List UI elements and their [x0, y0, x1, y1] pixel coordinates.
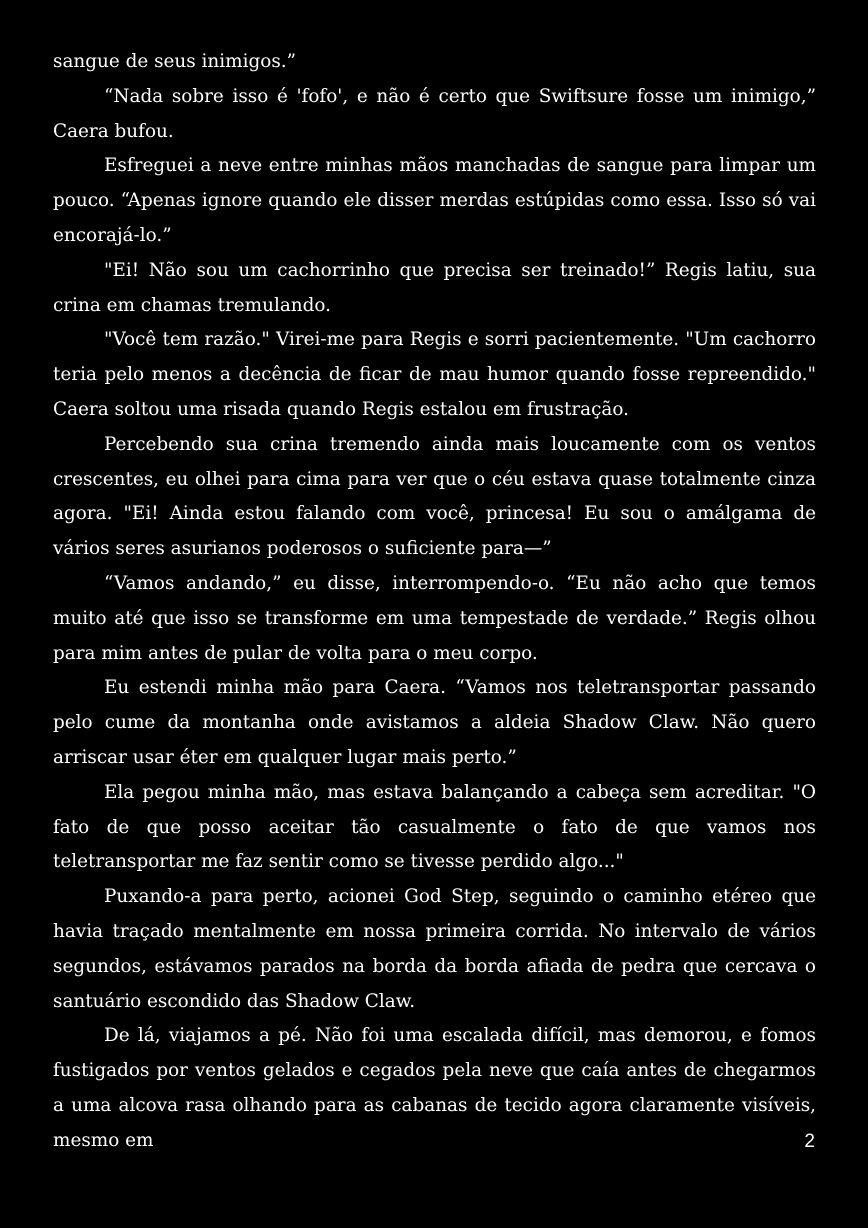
paragraph-5: "Você tem razão." Virei-me para Regis e sorri pacientemente. "Um cachorro teria pelo menos a decência de ficar de mau humor quando fosse repreendido." Caera soltou uma risada quando Regis estalou em frustração. [53, 329, 816, 420]
paragraph-8: Eu estendi minha mão para Caera. “Vamos nos teletransportar passando pelo cume da montanha onde avistamos a aldeia Shadow Claw. Não quero arriscar usar éter em qualquer lugar mais perto.” [53, 677, 816, 768]
paragraph-2: “Nada sobre isso é 'fofo', e não é certo que Swiftsure fosse um inimigo,” Caera bufou. [53, 85, 816, 142]
paragraph-3: Esfreguei a neve entre minhas mãos manchadas de sangue para limpar um pouco. “Apenas ignore quando ele disser merdas estúpidas como essa. Isso só vai encorajá-lo.” [53, 155, 816, 246]
paragraph-6: Percebendo sua crina tremendo ainda mais loucamente com os ventos crescentes, eu olhei para cima para ver que o céu estava quase totalmente cinza agora. "Ei! Ainda estou falando com você, princesa! Eu sou o amálgama de vários seres asurianos poderosos o suficiente para—” [53, 433, 816, 560]
paragraph-9: Ela pegou minha mão, mas estava balançando a cabeça sem acreditar. "O fato de que posso aceitar tão casualmente o fato de que vamos nos teletransportar me faz sentir como se tivesse perdido algo..." [53, 781, 816, 873]
body-text [53, 45, 816, 1159]
paragraph-7: “Vamos andando,” eu disse, interrompendo-o. “Eu não acho que temos muito até que isso se transforme em uma tempestade de verdade.” Regis olhou para mim antes de pular de volta para o meu corpo. [53, 572, 816, 664]
paragraph-1: sangue de seus inimigos.” [53, 51, 297, 72]
paragraph-11: De lá, viajamos a pé. Não foi uma escalada difícil, mas demorou, e fomos fustigados por ventos gelados e cegados pela neve que caía antes de chegarmos a uma alcova rasa olhando para as cabanas de tecido agora claramente visíveis, mesmo em [53, 1025, 816, 1151]
paragraph-10: Puxando-a para perto, acionei God Step, seguindo o caminho etéreo que havia traçado mentalmente em nossa primeira corrida. No intervalo de vários segundos, estávamos parados na borda da borda afiada de pedra que cercava o santuário escondido das Shadow Claw. [53, 886, 816, 1012]
paragraph-4: "Ei! Não sou um cachorrinho que precisa ser treinado!” Regis latiu, sua crina em chamas tremulando. [53, 259, 816, 316]
page-number: 2 [804, 1131, 815, 1152]
